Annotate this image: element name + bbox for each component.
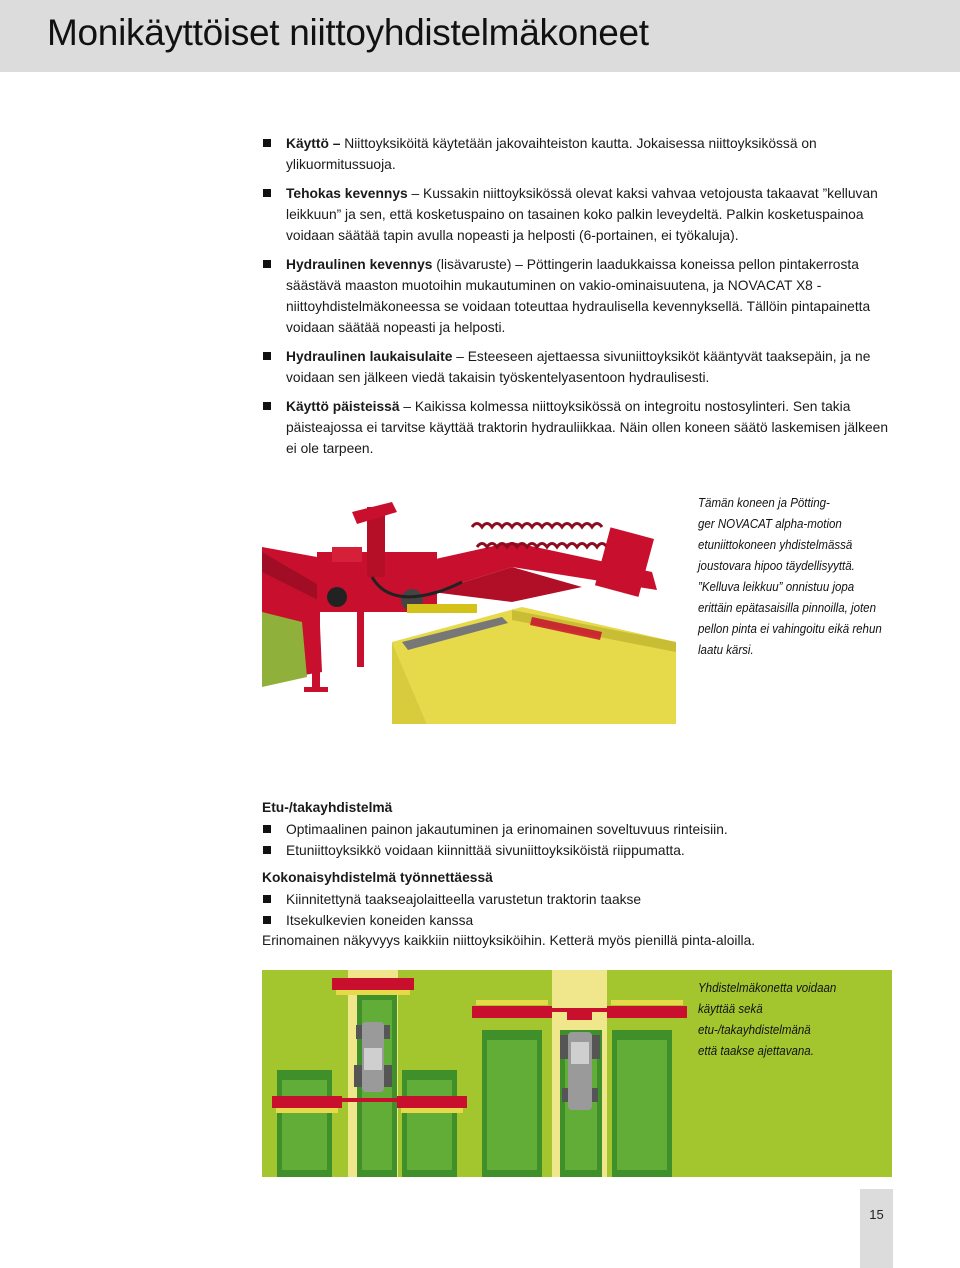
list-item [262,889,641,910]
item-text: – Kussakin niittoyksikössä olevat kaksi vahvaa vetojousta takaavat ”kelluvan leikkuun” ja sen, että kosketuspaino on tasainen koko palkin leveydeltä. Palkin kosketuspainoa voidaan säätää tapin avulla nopeasti ja helposti (6-portainen, ei työkaluja). [286,186,878,243]
caption-line: erittäin epätasaisilla pinnoilla, joten [698,600,876,615]
item-text: Itsekulkevien koneiden kanssa [286,913,474,928]
item-text: – Kaikissa kolmessa niittoyksikössä on integroitu nostosylinteri. Sen takia päisteajossa ei tarvitse käyttää traktorin hydrauliikkaa. Näin ollen koneen säätö laskemisen jälkeen ei ole tarpeen. [286,399,889,456]
caption-line: ”Kelluva leikkuu” onnistuu jopa [698,579,855,594]
bullet-square-icon [263,402,271,410]
page-title: Monikäyttöiset niittoyhdistelmäkoneet [47,12,649,53]
item-heading: Käyttö päisteissä [286,399,400,414]
item-heading: Hydraulinen laukaisulaite [286,349,453,364]
bullet-square-icon [263,189,271,197]
list-item [262,910,641,931]
list-item [262,396,902,459]
list-item [262,254,902,338]
page-number: 15 [869,1207,884,1222]
caption-line: pellon pinta ei vahingoitu eikä rehun [698,621,882,636]
caption-line: laatu kärsi. [698,642,754,657]
section-list [262,889,641,931]
diagram-caption [698,977,883,1061]
bullet-square-icon [263,260,271,268]
bullet-square-icon [263,916,271,924]
page-number-box [860,1189,893,1268]
mower-photo [262,492,676,724]
section-heading: Kokonaisyhdistelmä työnnettäessä [262,870,493,885]
caption-line: että taakse ajettavana. [698,1043,814,1058]
caption-line: etu-/takayhdistelmänä [698,1022,811,1037]
caption-line: ger NOVACAT alpha-motion [698,516,842,531]
feature-list [262,133,902,467]
item-text: – Esteeseen ajettaessa sivuniittoyksiköt kääntyvät taaksepäin, ja ne voidaan sen jälkeen viedä takaisin työskentelyasentoon hydraulisesti. [286,349,871,385]
photo-caption [698,492,883,660]
bullet-square-icon [263,846,271,854]
item-heading: Hydraulinen kevennys [286,257,433,272]
section-heading: Etu-/takayhdistelmä [262,800,393,815]
section-note: Erinomainen näkyvyys kaikkiin niittoyksiköihin. Ketterä myös pienillä pinta-aloilla. [262,933,756,948]
mower-illustration [262,492,676,724]
list-item [262,346,902,388]
bullet-square-icon [263,825,271,833]
list-item [262,183,902,246]
caption-line: käyttää sekä [698,1001,763,1016]
section-list [262,819,728,861]
bullet-square-icon [263,352,271,360]
caption-line: joustovara hipoo täydellisyyttä. [698,558,855,573]
item-text: Optimaalinen painon jakautuminen ja erinomainen soveltuvuus rinteisiin. [286,822,728,837]
bullet-square-icon [263,139,271,147]
item-text: Kiinnitettynä taakseajolaitteella varustetun traktorin taakse [286,892,642,907]
item-text: Niittoyksiköitä käytetään jakovaihteiston kautta. Jokaisessa niittoyksikössä on ylikuormitussuoja. [286,136,817,172]
list-item [262,840,728,861]
item-heading: Käyttö – [286,136,341,151]
caption-line: etuniittokoneen yhdistelmässä [698,537,853,552]
caption-line: Yhdistelmäkonetta voidaan [698,980,837,995]
item-text: Etuniittoyksikkö voidaan kiinnittää sivuniittoyksiköistä riippumatta. [286,843,685,858]
item-text: (lisävaruste) – Pöttingerin laadukkaissa koneissa pellon pintakerrosta säästävä maaston muotoihin mukautuminen on vakio-ominaisuutena, ja NOVACAT X8 -niittoyhdistelmäkoneessa se voidaan toteuttaa hydraulisella kevennyksellä. Tällöin pintapainetta voidaan säätää nopeasti ja helposti. [286,257,871,335]
item-heading: Tehokas kevennys [286,186,408,201]
caption-line: Tämän koneen ja Pötting- [698,495,830,510]
list-item [262,133,902,175]
bullet-square-icon [263,895,271,903]
list-item [262,819,728,840]
